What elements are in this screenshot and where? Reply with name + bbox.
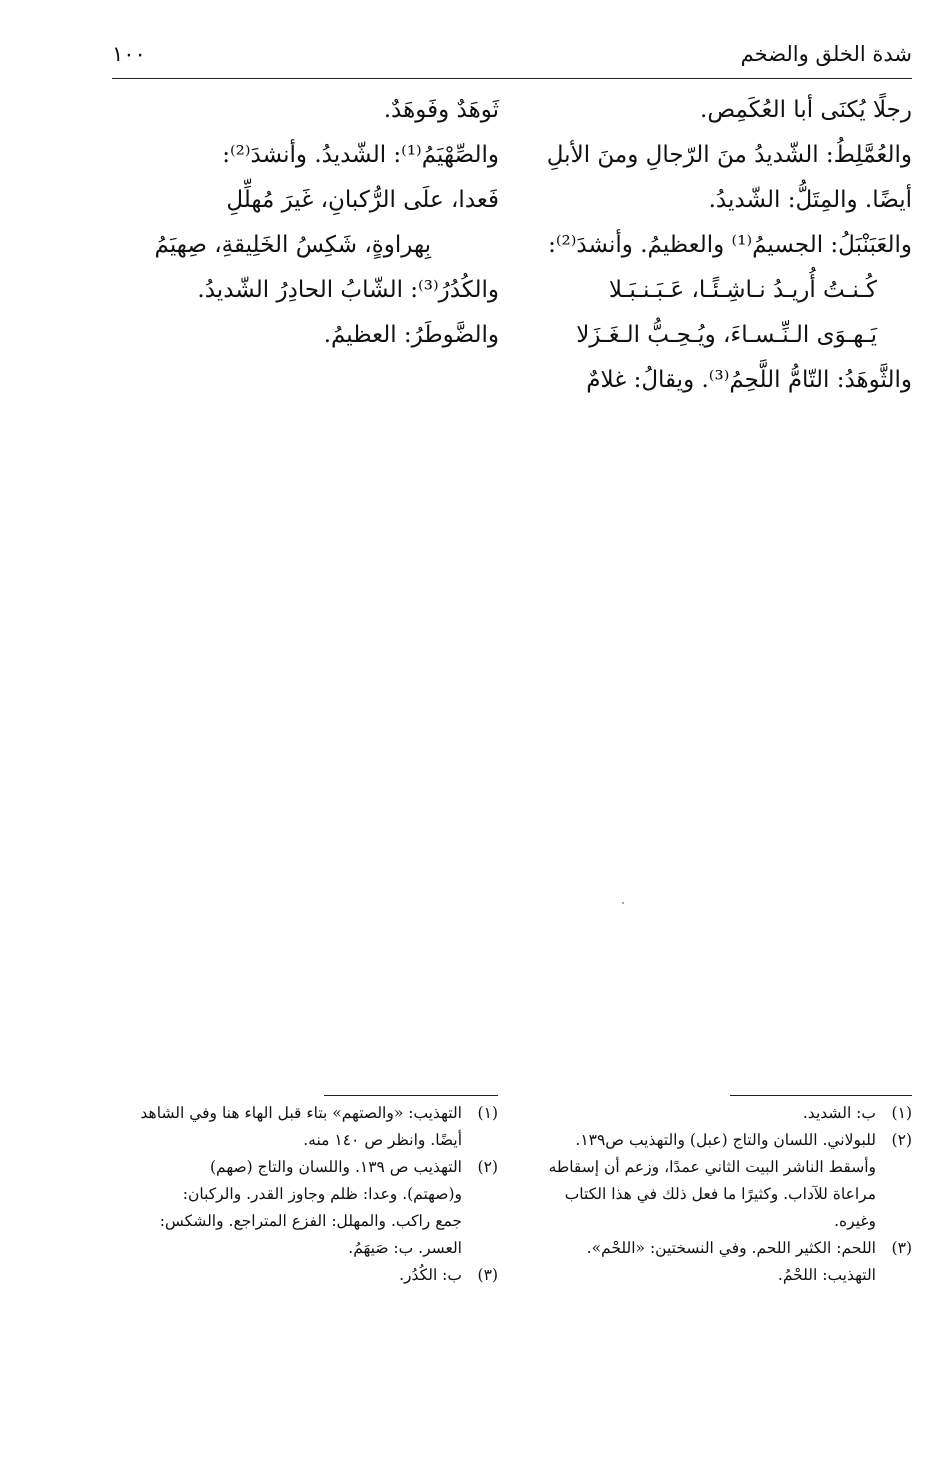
main-text-left-column (109, 88, 499, 358)
footnote-number: (٢) (891, 1131, 912, 1149)
footnote-line: وغيره. (834, 1212, 876, 1230)
verse-line: فَعدا، علَى الرُّكبانِ، غَيرَ مُهلِّلِ (226, 187, 499, 213)
footnote-number: (١) (477, 1104, 498, 1122)
page-number: ١٠٠ (112, 42, 146, 66)
footnote-number: (٢) (477, 1158, 498, 1176)
footnote-line: جمع راكب. والمهلل: الفزع المتراجع. والشكس: (159, 1212, 462, 1230)
footnote-line: العسر. ب: صَيهَمُ. (348, 1239, 462, 1257)
footnote (522, 1235, 912, 1289)
footnote-line: اللحم: الكثير اللحم. وفي النسختين: «اللحْم». (586, 1239, 876, 1257)
footnotes-left-column (108, 1100, 498, 1289)
text-line: والصِّهْيَمُ⁽¹⁾: الشّديدُ. وأنشدَ⁽²⁾: (222, 142, 499, 168)
footnote-separator (324, 1095, 498, 1096)
running-title: شدة الخلق والضخم (740, 42, 912, 66)
footnote-line: وأسقط الناشر البيت الثاني عمدًا، وزعم أن إسقاطه (548, 1158, 876, 1176)
footnote-line: مراعاة للآداب. وكثيرًا ما فعل ذلك في هذا الكتاب (564, 1185, 876, 1203)
verse-line: يَـهـوَى الـنِّـسـاءَ، ويُـحِـبُّ الـغَـزَلا (576, 322, 877, 348)
footnote (522, 1127, 912, 1235)
verse-line: بِهراوةٍ، شَكِسُ الخَلِيقةِ، صِهيَمُ (154, 232, 431, 258)
footnote (108, 1100, 498, 1154)
footnote (108, 1154, 498, 1262)
footnote-number: (٣) (891, 1239, 912, 1257)
text-line: رجلًا يُكنَى أبا العُكَمِص. (700, 97, 912, 123)
footnote-line: التهذيب: «والصتهم» بتاء قبل الهاء هنا وفي الشاهد (140, 1104, 462, 1122)
text-line: والثَّوهَدُ: التّامُّ اللَّحِمُ⁽³⁾. ويقالُ: غلامٌ (586, 367, 912, 393)
footnote-line: التهذيب: اللحْمُ. (777, 1266, 876, 1284)
text-line: والكُدُرُ⁽³⁾: الشّابُ الحادِرُ الشّديدُ. (197, 277, 499, 303)
verse-line: كُـنـتُ أُريـدُ نـاشِـئًـا، عَـبَـنـبَـلا (608, 277, 877, 303)
text-line: ثَوهَدٌ وفَوهَدٌ. (383, 97, 499, 123)
speck (622, 902, 624, 904)
main-text-right-column (540, 88, 912, 403)
footnote-line: و(صهتم). وعدا: ظلم وجاوز القدر. والركبان: (182, 1185, 462, 1203)
footnote (522, 1100, 912, 1127)
page-header (112, 30, 912, 79)
footnote-line: ب: الكُدُر. (399, 1266, 462, 1284)
footnote (108, 1262, 498, 1289)
footnote-separator (730, 1095, 912, 1096)
text-line: والعَبَنْبَلُ: الجسيمُ⁽¹⁾ والعظيمُ. وأنشدَ⁽²⁾: (548, 232, 912, 258)
text-line: والعُمَّلِطُ: الشّديدُ منَ الرّجالِ ومنَ الأبلِ (546, 142, 912, 168)
footnote-number: (٣) (477, 1266, 498, 1284)
footnotes-right-column (522, 1100, 912, 1289)
footnote-line: أيضًا. وانظر ص ١٤٠ منه. (303, 1131, 462, 1149)
text-line: أيضًا. والمِتَلُّ: الشّديدُ. (708, 187, 912, 213)
footnote-line: التهذيب ص ١٣٩. واللسان والتاج (صهم) (209, 1158, 462, 1176)
footnote-line: للبولاني. اللسان والتاج (عبل) والتهذيب ص١٣٩. (575, 1131, 876, 1149)
text-line: والضَّوطَرُ: العظيمُ. (323, 322, 499, 348)
footnote-number: (١) (891, 1104, 912, 1122)
footnote-line: ب: الشديد. (802, 1104, 876, 1122)
